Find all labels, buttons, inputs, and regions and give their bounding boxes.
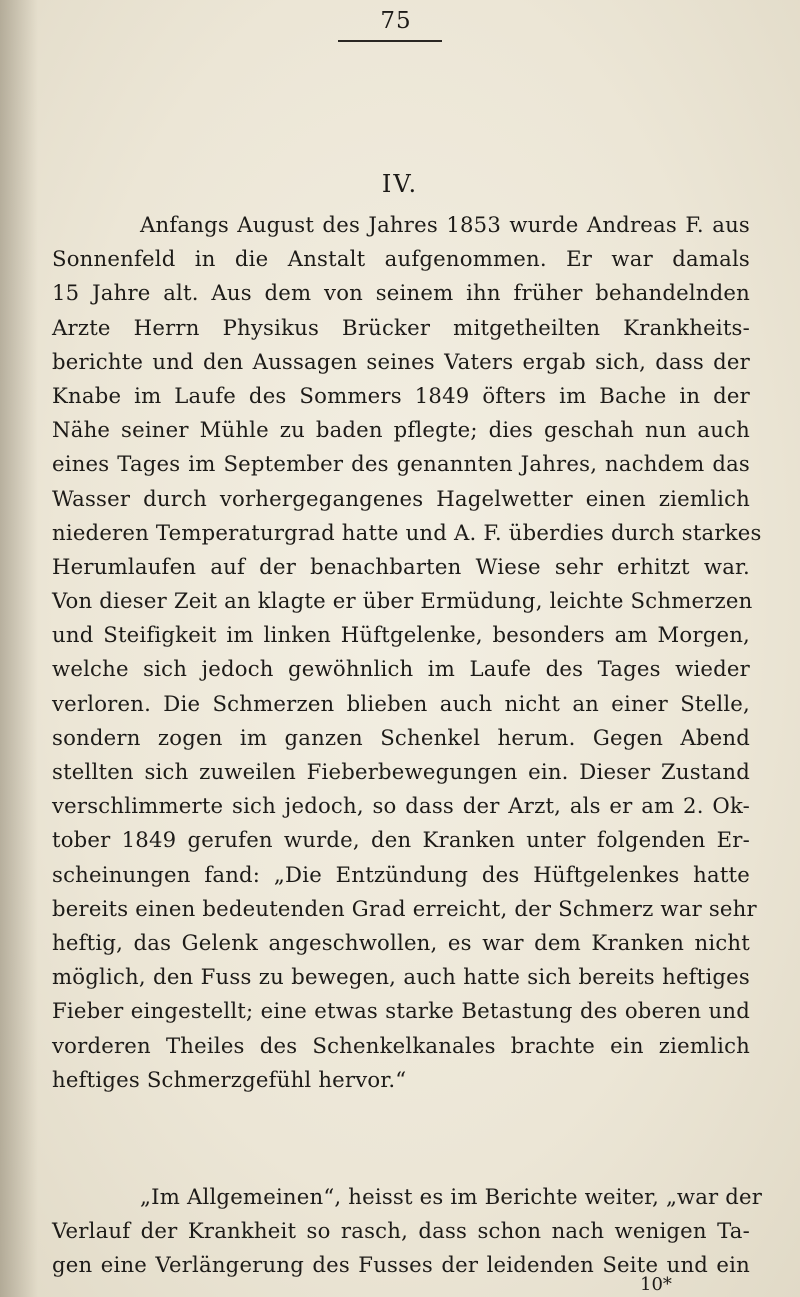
text-line: Verlauf der Krankheit so rasch, dass schon nach wenigen Ta-	[52, 1218, 750, 1244]
text-line: scheinungen fand: „Die Entzündung des Hüftgelenkes hatte	[52, 861, 750, 887]
text-line: verloren. Die Schmerzen blieben auch nicht an einer Stelle,	[52, 690, 750, 716]
text-line: Fieber eingestellt; eine etwas starke Betastung des oberen und	[52, 998, 750, 1024]
text-line: heftiges Schmerzgefühl hervor.“	[52, 1066, 407, 1092]
text-line: welche sich jedoch gewöhnlich im Laufe des Tages wieder	[52, 656, 750, 682]
text-line: Wasser durch vorhergegangenes Hagelwetter einen ziemlich	[52, 485, 750, 511]
text-line: heftig, das Gelenk angeschwollen, es war dem Kranken nicht	[52, 929, 750, 955]
text-line: niederen Temperaturgrad hatte und A. F. überdies durch starkes	[52, 519, 762, 545]
text-line: Sonnenfeld in die Anstalt aufgenommen. Er war damals	[52, 246, 750, 272]
paragraph-2	[52, 1180, 763, 1283]
text-line: und Steifigkeit im linken Hüftgelenke, besonders am Morgen,	[52, 622, 750, 648]
text-line: verschlimmerte sich jedoch, so dass der Arzt, als er am 2. Ok-	[52, 793, 750, 819]
text-line: möglich, den Fuss zu bewegen, auch hatte sich bereits heftiges	[52, 964, 750, 990]
text-line: vorderen Theiles des Schenkelkanales brachte ein ziemlich	[52, 1032, 750, 1058]
text-line: stellten sich zuweilen Fieberbewegungen ein. Dieser Zustand	[52, 759, 750, 784]
text-line: sondern zogen im ganzen Schenkel herum. Gegen Abend	[52, 724, 750, 750]
text-line: „Im Allgemeinen“, heisst es im Berichte weiter, „war der	[140, 1184, 763, 1209]
text-line: Anfangs August des Jahres 1853 wurde Andreas F. aus	[140, 212, 750, 237]
text-line: Knabe im Laufe des Sommers 1849 öfters im Bache in der	[52, 382, 750, 408]
text-line: Arzte Herrn Physikus Brücker mitgetheilten Krankheits-	[52, 314, 750, 340]
text-line: Herumlaufen auf der benachbarten Wiese sehr erhitzt war.	[52, 553, 750, 579]
page-number-rule	[338, 40, 442, 42]
paragraph-1	[52, 208, 762, 1097]
text-line: tober 1849 gerufen wurde, den Kranken unter folgenden Er-	[52, 827, 750, 853]
chapter-heading: IV.	[381, 170, 419, 198]
text-line: bereits einen bedeutenden Grad erreicht, der Schmerz war sehr	[52, 895, 757, 921]
page-number: 75	[380, 8, 412, 34]
text-line: gen eine Verlängerung des Fusses der leidenden Seite und ein	[52, 1252, 750, 1278]
signature-mark: 10*	[640, 1274, 672, 1295]
text-line: Nähe seiner Mühle zu baden pflegte; dies geschah nun auch	[52, 417, 750, 443]
text-line: berichte und den Aussagen seines Vaters ergab sich, dass der	[52, 348, 750, 374]
text-line: eines Tages im September des genannten Jahres, nachdem das	[52, 451, 750, 477]
text-line: 15 Jahre alt. Aus dem von seinem ihn früher behandelnden	[52, 280, 750, 306]
text-line: Von dieser Zeit an klagte er über Ermüdung, leichte Schmerzen	[52, 588, 753, 614]
